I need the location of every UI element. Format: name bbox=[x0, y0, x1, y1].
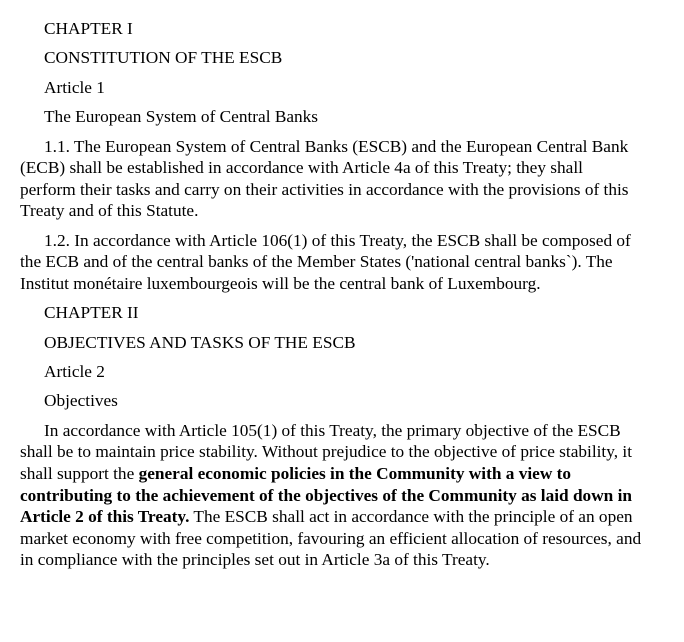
objectives-text-end: The ESCB shall act in accordance with the principle of an open market economy with free competition, favouring an efficient allocation of resources, and in compliance with the principles set out in Article 3a of this Treaty. bbox=[20, 507, 642, 570]
article-1-title: The European System of Central Banks bbox=[44, 107, 319, 127]
chapter-2-label: CHAPTER II bbox=[44, 303, 139, 323]
paragraph-1-1: 1.1. The European System of Central Banks (ESCB) and the European Central Bank (ECB) shall be established in accordance with Article 4a of this Treaty; they shall perform their tasks and carry on their activities in accordance with the provisions of this Treaty and of this Statute. bbox=[20, 136, 629, 221]
article-2-label: Article 2 bbox=[44, 362, 105, 382]
objectives-text-start: In accordance with Article 105(1) of this Treaty, the primary objective of the ESCB shall be to maintain price stability. Without prejudice to the objective of price stability, it shall support the bbox=[20, 420, 632, 484]
chapter-2-title: OBJECTIVES AND TASKS OF THE ESCB bbox=[44, 332, 356, 352]
chapter-1-title: CONSTITUTION OF THE ESCB bbox=[44, 48, 283, 68]
chapter-1-label: CHAPTER I bbox=[44, 19, 133, 38]
article-1-label: Article 1 bbox=[44, 77, 105, 97]
document-body bbox=[20, 18, 642, 579]
paragraph-1-2: 1.2. In accordance with Article 106(1) of this Treaty, the ESCB shall be composed of the ECB and of the central banks of the Member States ('national central banks`). The Institut monétaire luxembourgeois will be the central bank of Luxembourg. bbox=[20, 230, 631, 293]
paragraph-objectives bbox=[20, 420, 642, 571]
article-2-title: Objectives bbox=[44, 391, 118, 411]
objectives-bold-text: general economic policies in the Community with a view to contributing to the achievement of the objectives of the Community as laid down in Article 2 of this Treaty. bbox=[20, 464, 633, 527]
